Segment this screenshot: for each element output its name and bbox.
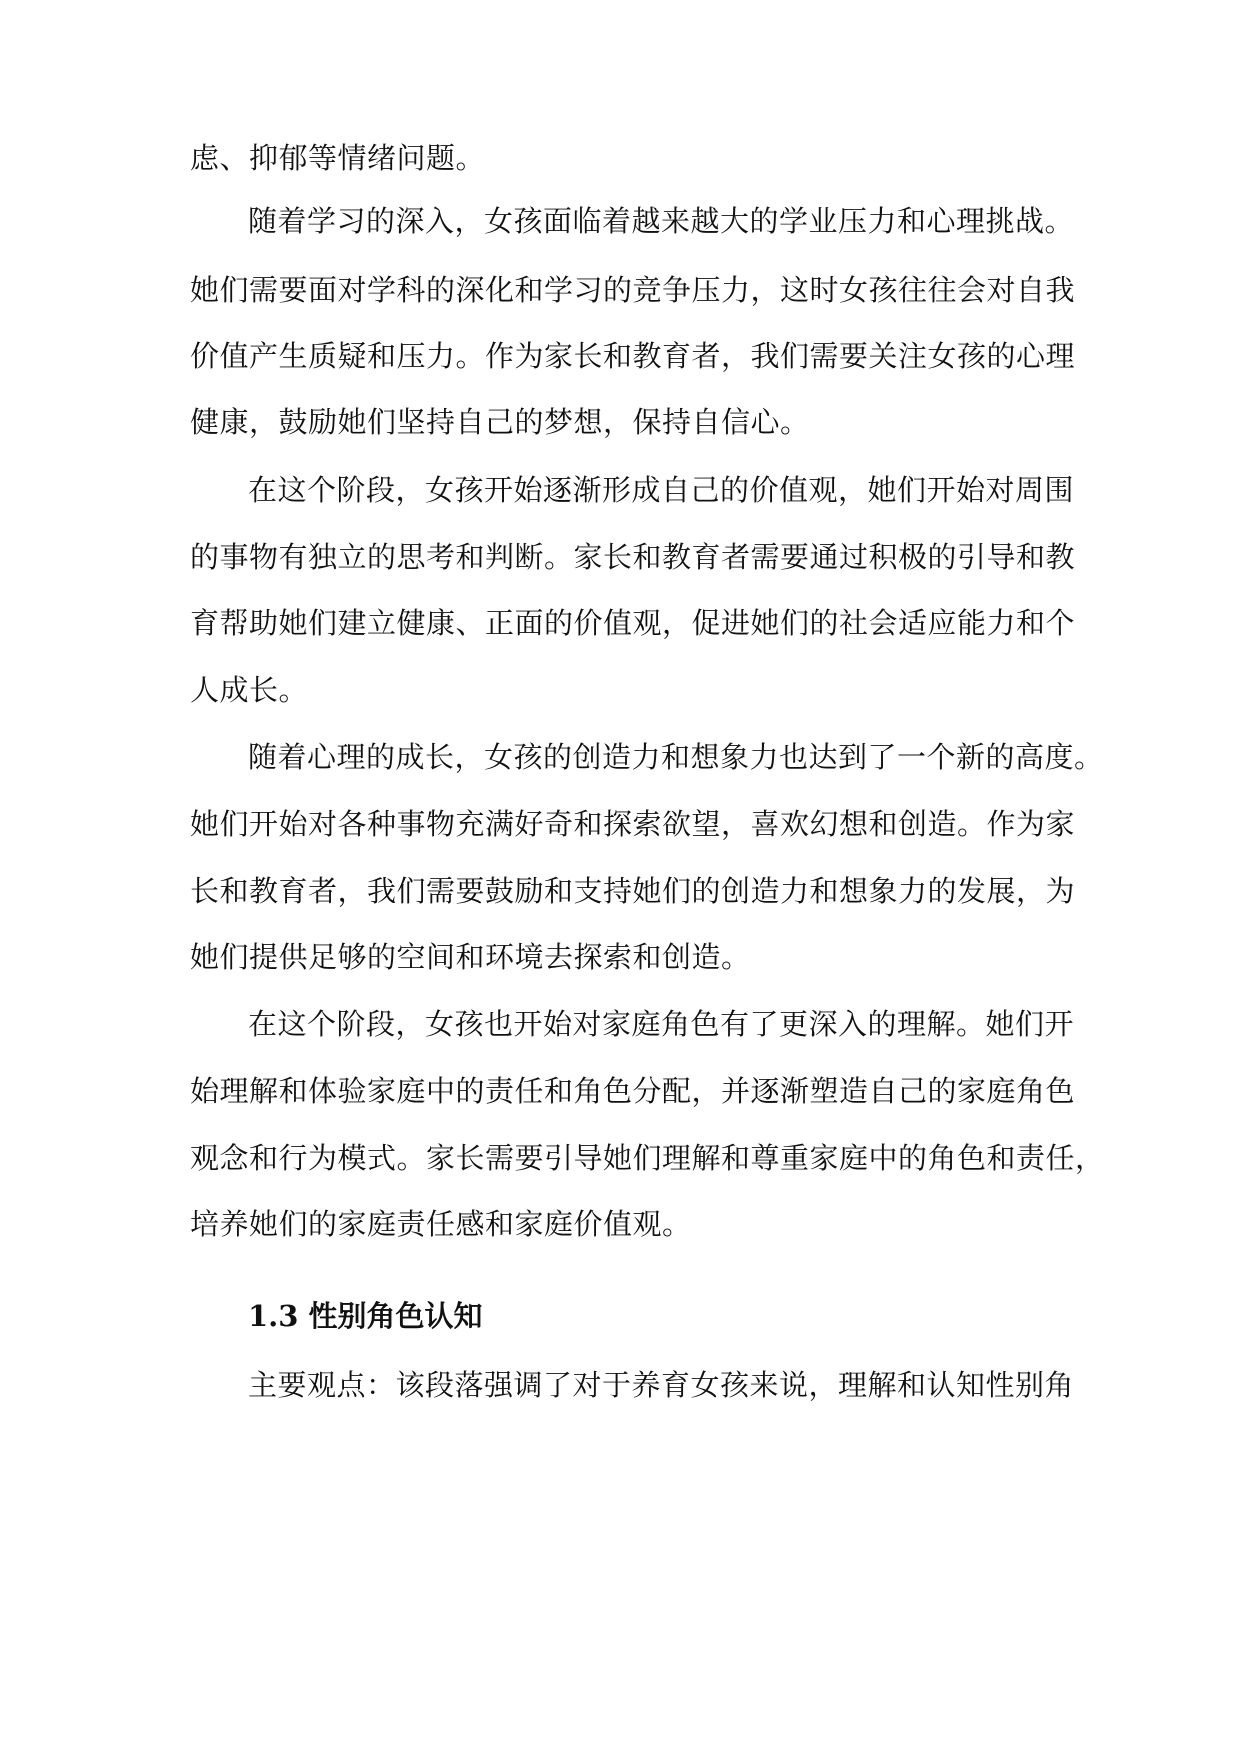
text-line: 始理解和体验家庭中的责任和角色分配，并逐渐塑造自己的家庭角色 (190, 1074, 1076, 1108)
text-line: 育帮助她们建立健康、正面的价值观，促进她们的社会适应能力和个 (190, 606, 1076, 640)
text-line: 她们需要面对学科的深化和学习的竞争压力，这时女孩往往会对自我 (190, 273, 1076, 307)
text-line: 她们提供足够的空间和环境去探索和创造。 (190, 940, 751, 974)
text-line: 培养她们的家庭责任感和家庭价值观。 (190, 1207, 692, 1241)
section-heading: 1.3 性别角色认知 (248, 1299, 483, 1333)
text-line: 随着学习的深入，女孩面临着越来越大的学业压力和心理挑战。 (248, 204, 1075, 238)
text-line: 健康，鼓励她们坚持自己的梦想，保持自信心。 (190, 405, 810, 439)
text-line: 价值产生质疑和压力。作为家长和教育者，我们需要关注女孩的心理 (190, 339, 1076, 373)
text-line: 主要观点：该段落强调了对于养育女孩来说，理解和认知性别角 (248, 1368, 1075, 1402)
text-line: 长和教育者，我们需要鼓励和支持她们的创造力和想象力的发展，为 (190, 874, 1076, 908)
text-line: 人成长。 (190, 673, 309, 707)
text-line: 的事物有独立的思考和判断。家长和教育者需要通过积极的引导和教 (190, 540, 1076, 574)
text-line: 在这个阶段，女孩也开始对家庭角色有了更深入的理解。她们开 (248, 1007, 1075, 1041)
text-line: 观念和行为模式。家长需要引导她们理解和尊重家庭中的角色和责任， (190, 1141, 1105, 1175)
text-line: 在这个阶段，女孩开始逐渐形成自己的价值观，她们开始对周围 (248, 473, 1075, 507)
text-line: 随着心理的成长，女孩的创造力和想象力也达到了一个新的高度。 (248, 740, 1104, 774)
text-line: 虑、抑郁等情绪问题。 (190, 141, 486, 175)
text-line: 她们开始对各种事物充满好奇和探索欲望，喜欢幻想和创造。作为家 (190, 807, 1076, 841)
